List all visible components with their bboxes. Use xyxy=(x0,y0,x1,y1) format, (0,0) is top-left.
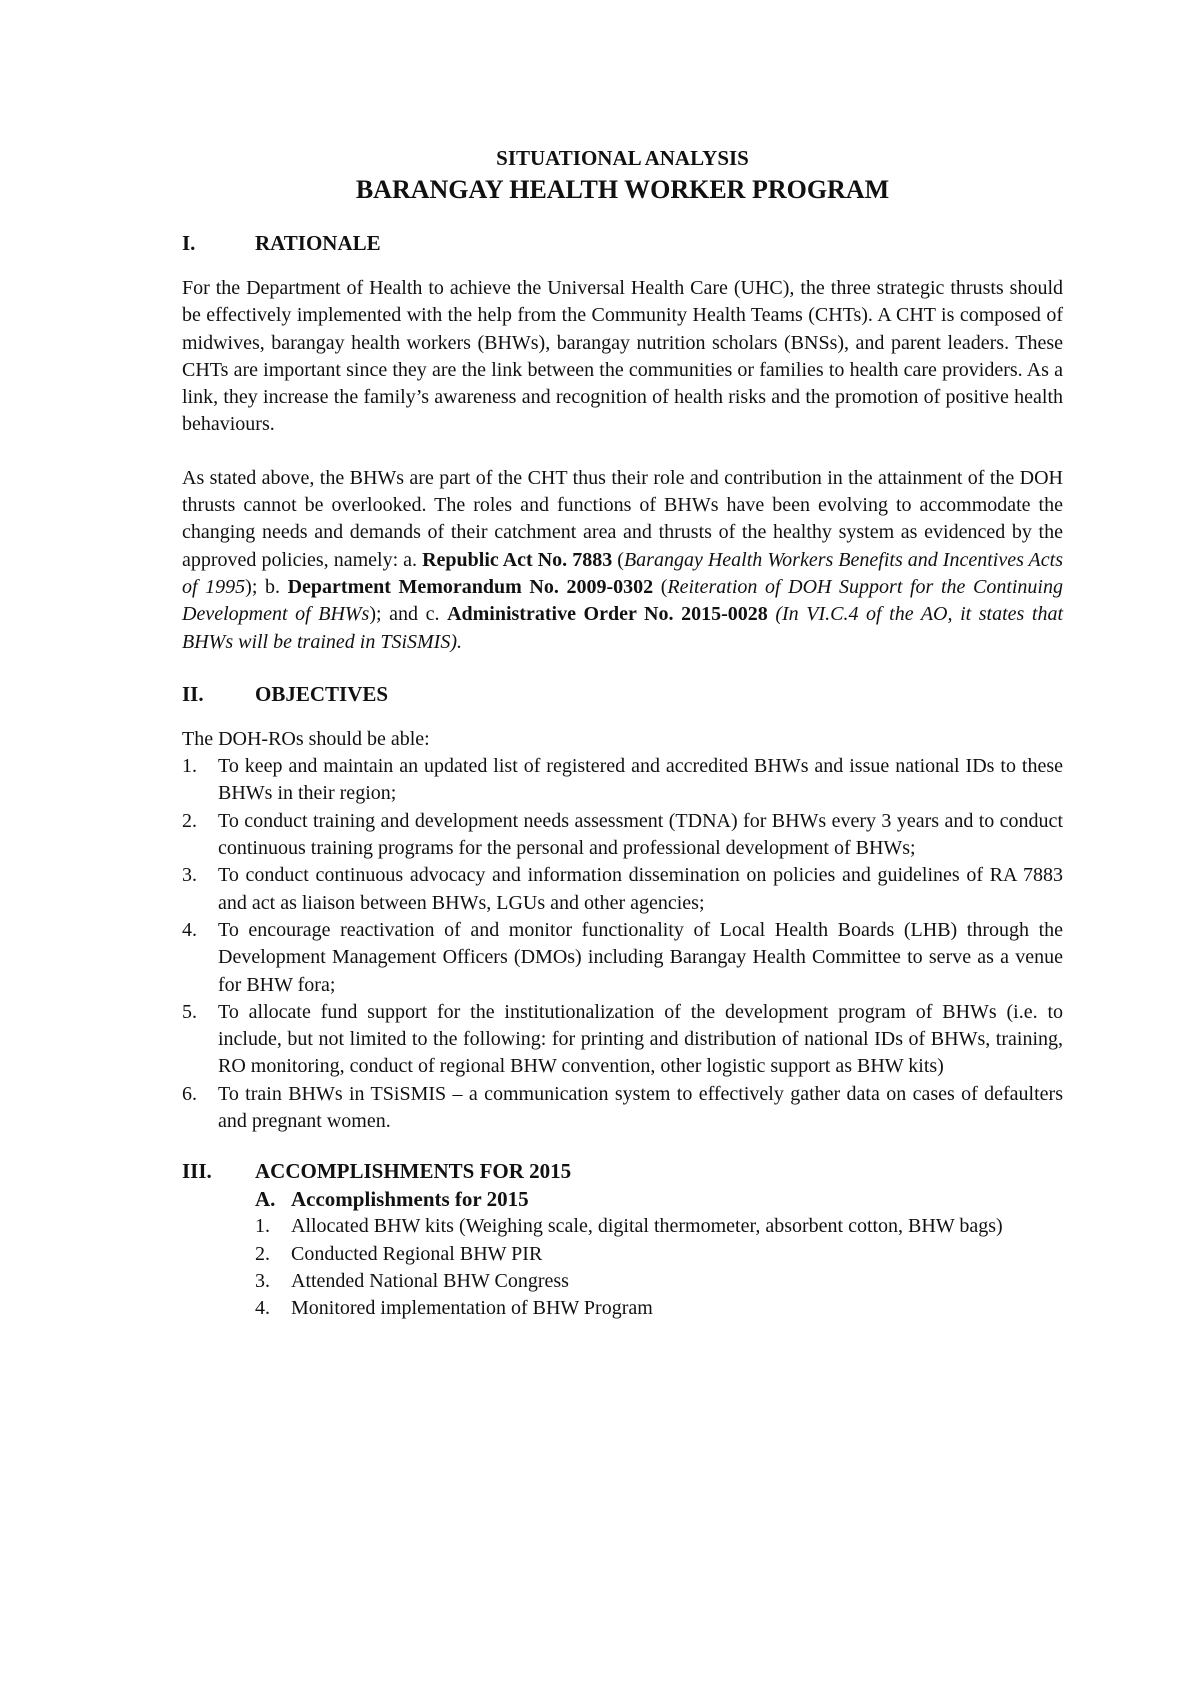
objectives-lead: The DOH-ROs should be able: xyxy=(182,727,430,750)
policy-c-title: Administrative Order No. 2015-0028 xyxy=(447,603,768,626)
subsection-letter: A. xyxy=(255,1187,276,1212)
list-item xyxy=(255,1295,1063,1322)
list-item-number: 4. xyxy=(255,1297,270,1320)
section-number: III. xyxy=(182,1159,212,1184)
objectives-list xyxy=(182,753,1063,1135)
list-item xyxy=(182,862,1063,917)
section-title: OBJECTIVES xyxy=(255,681,389,706)
list-item-text: Conducted Regional BHW PIR xyxy=(291,1242,543,1265)
section-heading-objectives xyxy=(182,680,1063,708)
subsection-heading xyxy=(255,1185,1063,1213)
list-item-number: 3. xyxy=(255,1269,270,1292)
section-number: II. xyxy=(182,681,204,706)
policy-a-description: Barangay Health Workers Benefits and Incentives Acts of 1995 xyxy=(182,548,1063,598)
list-item xyxy=(255,1213,1063,1240)
list-item xyxy=(182,1081,1063,1136)
list-item-text: Allocated BHW kits (Weighing scale, digital thermometer, absorbent cotton, BHW bags) xyxy=(291,1215,1003,1238)
list-item-text: To conduct training and development needs assessment (TDNA) for BHWs every 3 years and to conduct continuous training programs for the personal and professional development of BHWs; xyxy=(218,809,1063,860)
list-item xyxy=(255,1241,1063,1268)
rationale-paragraph-2 xyxy=(182,465,1063,656)
list-item-number: 2. xyxy=(255,1242,270,1265)
accomplishments-list xyxy=(255,1213,1063,1322)
policy-b-description: Reiteration of DOH Support for the Continuing Development of BHWs xyxy=(182,575,1063,626)
section-title: ACCOMPLISHMENTS FOR 2015 xyxy=(255,1159,572,1184)
policy-b-title: Department Memorandum No. 2009-0302 xyxy=(287,575,654,598)
rationale-p2-intro: As stated above, the BHWs are part of the CHT thus their role and contribution in the attainment of the DOH thrusts cannot be overlooked. The roles and functions of BHWs have been evolving to accommodate the changing needs and demands of their catchment area and thrusts of the healthy system as evidenced by the approved policies, namely: a. xyxy=(182,466,1063,571)
policy-c-description: (In VI.C.4 of the AO, it states that BHWs will be trained in TSiSMIS). xyxy=(182,603,1064,653)
policy-a-close: ); b. xyxy=(245,575,288,598)
list-item-text: Attended National BHW Congress xyxy=(291,1269,569,1292)
list-item-number: 4. xyxy=(182,918,197,941)
document-title: BARANGAY HEALTH WORKER PROGRAM xyxy=(355,175,890,204)
section-heading-rationale xyxy=(182,229,1063,257)
section-number: I. xyxy=(182,231,196,255)
rationale-paragraph-1: For the Department of Health to achieve the Universal Health Care (UHC), the three strategic thrusts should be effectively implemented with the help from the Community Health Teams (CHTs). A CHT is composed of midwives, barangay health workers (BHWs), barangay nutrition scholars (BNSs), and parent leaders. These CHTs are important since they are the link between the communities or families to health care providers. As a link, they increase the family’s awareness and recognition of health risks and the promotion of positive health behaviours. xyxy=(182,277,1063,436)
list-item-number: 2. xyxy=(182,809,197,832)
list-item xyxy=(182,917,1063,999)
policy-b-close: ); and c. xyxy=(369,603,448,626)
list-item-number: 3. xyxy=(182,864,197,887)
list-item-text: To train BHWs in TSiSMIS – a communication system to effectively gather data on cases of defaulters and pregnant women. xyxy=(218,1082,1063,1133)
document-subtitle: SITUATIONAL ANALYSIS xyxy=(496,146,749,170)
subsection-title: Accomplishments for 2015 xyxy=(291,1187,529,1212)
list-item-number: 1. xyxy=(182,755,197,778)
list-item-text: To encourage reactivation of and monitor functionality of Local Health Boards (LHB) through the Development Management Officers (DMOs) including Barangay Health Committee to serve as a venue for BHW fora; xyxy=(218,918,1063,996)
list-item xyxy=(182,999,1063,1081)
list-item-number: 5. xyxy=(182,1000,197,1023)
policy-a-title: Republic Act No. 7883 xyxy=(422,548,613,571)
list-item xyxy=(255,1268,1063,1295)
section-title: RATIONALE xyxy=(255,231,381,255)
list-item-number: 6. xyxy=(182,1082,197,1105)
list-item-text: To keep and maintain an updated list of registered and accredited BHWs and issue national IDs to these BHWs in their region; xyxy=(218,755,1063,805)
policy-b-open: ( xyxy=(653,575,668,598)
list-item-number: 1. xyxy=(255,1215,270,1238)
list-item-text: To conduct continuous advocacy and information dissemination on policies and guidelines of RA 7883 and act as liaison between BHWs, LGUs and other agencies; xyxy=(218,864,1063,914)
list-item xyxy=(182,808,1063,863)
policy-a-open: ( xyxy=(612,548,624,571)
section-heading-accomplishments xyxy=(182,1157,1063,1185)
list-item-text: To allocate fund support for the institutionalization of the development program of BHWs (i.e. to include, but not limited to the following: for printing and distribution of national IDs of BHWs, training, RO monitoring, conduct of regional BHW convention, other logistic support as BHW kits) xyxy=(218,1000,1063,1078)
list-item xyxy=(182,753,1063,808)
list-item-text: Monitored implementation of BHW Program xyxy=(291,1297,653,1320)
